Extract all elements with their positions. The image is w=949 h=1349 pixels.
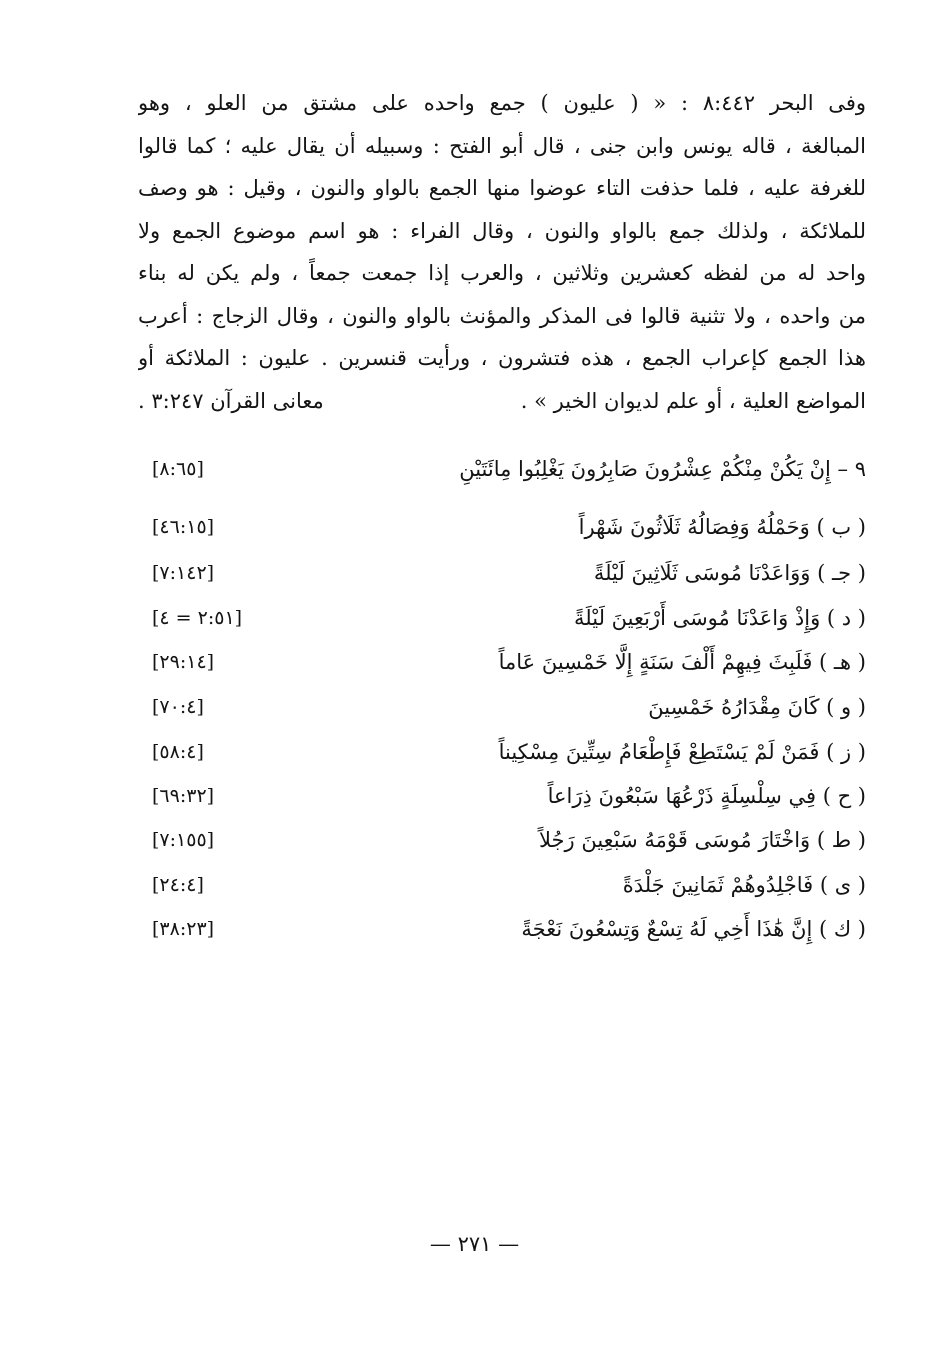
- verse-reference: [٢:٥١ = ٤]: [152, 607, 243, 629]
- verse-text: ٩ – إِنْ يَكُنْ مِنْكُمْ عِشْرُونَ صَابِرُونَ يَغْلِبُوا مِائَتَيْنِ: [459, 457, 866, 481]
- verse-item: [140, 685, 866, 729]
- verse-reference: [٥٨:٤]: [152, 741, 204, 763]
- paragraph-line: وفى البحر ٨:٤٤٢ : « ( عليون ) جمع واحده على مشتق من العلو ، وهو: [138, 91, 866, 115]
- verse-text: ( جـ ) وَوَاعَدْنَا مُوسَى ثَلَاثِينَ لَيْلَةً: [593, 561, 866, 585]
- verse-reference: [٣٨:٢٣]: [152, 918, 215, 940]
- verse-reference: [٤٦:١٥]: [152, 516, 215, 538]
- verse-text: ( د ) وَإِذْ وَاعَدْنَا مُوسَى أَرْبَعِينَ لَيْلَةً: [574, 606, 866, 630]
- verse-text: ( هـ ) فَلَبِثَ فِيهِمْ أَلْفَ سَنَةٍ إِلَّا خَمْسِينَ عَاماً: [498, 650, 866, 674]
- verse-text: ( ح ) فِي سِلْسِلَةٍ ذَرْعُهَا سَبْعُونَ ذِرَاعاً: [547, 784, 866, 808]
- verse-item: [140, 863, 866, 907]
- verse-text: ( و ) كَانَ مِقْدَارُهُ خَمْسِينَ: [648, 695, 866, 719]
- verse-reference: [٧:١٥٥]: [152, 829, 215, 851]
- verse-item: [140, 730, 866, 774]
- paragraph-line: واحد له من لفظه كعشرين وثلاثين ، والعرب إذا جمعت جمعاً ، ولم يكن له بناء: [138, 261, 866, 285]
- paragraph-line: للملائكة ، ولذلك جمع بالواو والنون ، وقال الفراء : هو اسم موضوع الجمع ولا: [138, 218, 866, 243]
- verse-item: [140, 818, 866, 862]
- paragraph-line: من واحده ، ولا تثنية قالوا فى المذكر والمؤنث بالواو والنون ، وقال الزجاج : أعرب: [138, 303, 866, 328]
- verse-reference: [٢٤:٤]: [152, 874, 204, 896]
- page-number: — ٢٧١ —: [429, 1232, 520, 1256]
- verse-item: [140, 774, 866, 818]
- verse-text: ( ى ) فَاجْلِدُوهُمْ ثَمَانِينَ جَلْدَةً: [622, 873, 866, 897]
- paragraph-last-line: [138, 380, 866, 423]
- verse-reference: [٦٩:٣٢]: [152, 785, 215, 807]
- verse-item: [140, 907, 866, 951]
- commentary-paragraph: [138, 82, 866, 422]
- verse-reference: [٨:٦٥]: [152, 458, 204, 480]
- verse-item: [140, 447, 866, 491]
- verse-text: ( ك ) إِنَّ هَٰذَا أَخِي لَهُ تِسْعٌ وَتِسْعُونَ نَعْجَةً: [521, 917, 866, 941]
- verse-item: [140, 551, 866, 595]
- paragraph-line-text: المواضع العلية ، أو علم لديوان الخير » .: [520, 388, 866, 413]
- verse-reference: [٧:١٤٢]: [152, 562, 215, 584]
- verse-reference: [٢٩:١٤]: [152, 651, 215, 673]
- paragraph-line: هذا الجمع كإعراب الجمع ، هذه فتشرون ، ورأيت قنسرين . عليون : الملائكة أو: [138, 346, 866, 370]
- paragraph-line: للغرفة عليه ، فلما حذفت التاء عوضوا منها الجمع بالواو والنون ، وقيل : هو وصف: [138, 176, 866, 200]
- verse-item: [140, 640, 866, 684]
- paragraph-line: المبالغة ، قاله يونس وابن جنى ، قال أبو الفتح : وسبيله أن يقال عليه ؛ كما قالوا: [138, 133, 866, 158]
- verse-text: ( ب ) وَحَمْلُهُ وَفِصَالُهُ ثَلَاثُونَ شَهْراً: [578, 515, 866, 539]
- verse-text: ( ز ) فَمَنْ لَمْ يَسْتَطِعْ فَإِطْعَامُ سِتِّينَ مِسْكِيناً: [498, 740, 866, 764]
- verse-item: [140, 505, 866, 549]
- source-citation: معانى القرآن ٣:٢٤٧ .: [138, 388, 324, 413]
- verse-reference: [٧٠:٤]: [152, 696, 204, 718]
- verse-text: ( ط ) وَاخْتَارَ مُوسَى قَوْمَهُ سَبْعِينَ رَجُلاً: [539, 828, 866, 852]
- verse-item: [140, 596, 866, 640]
